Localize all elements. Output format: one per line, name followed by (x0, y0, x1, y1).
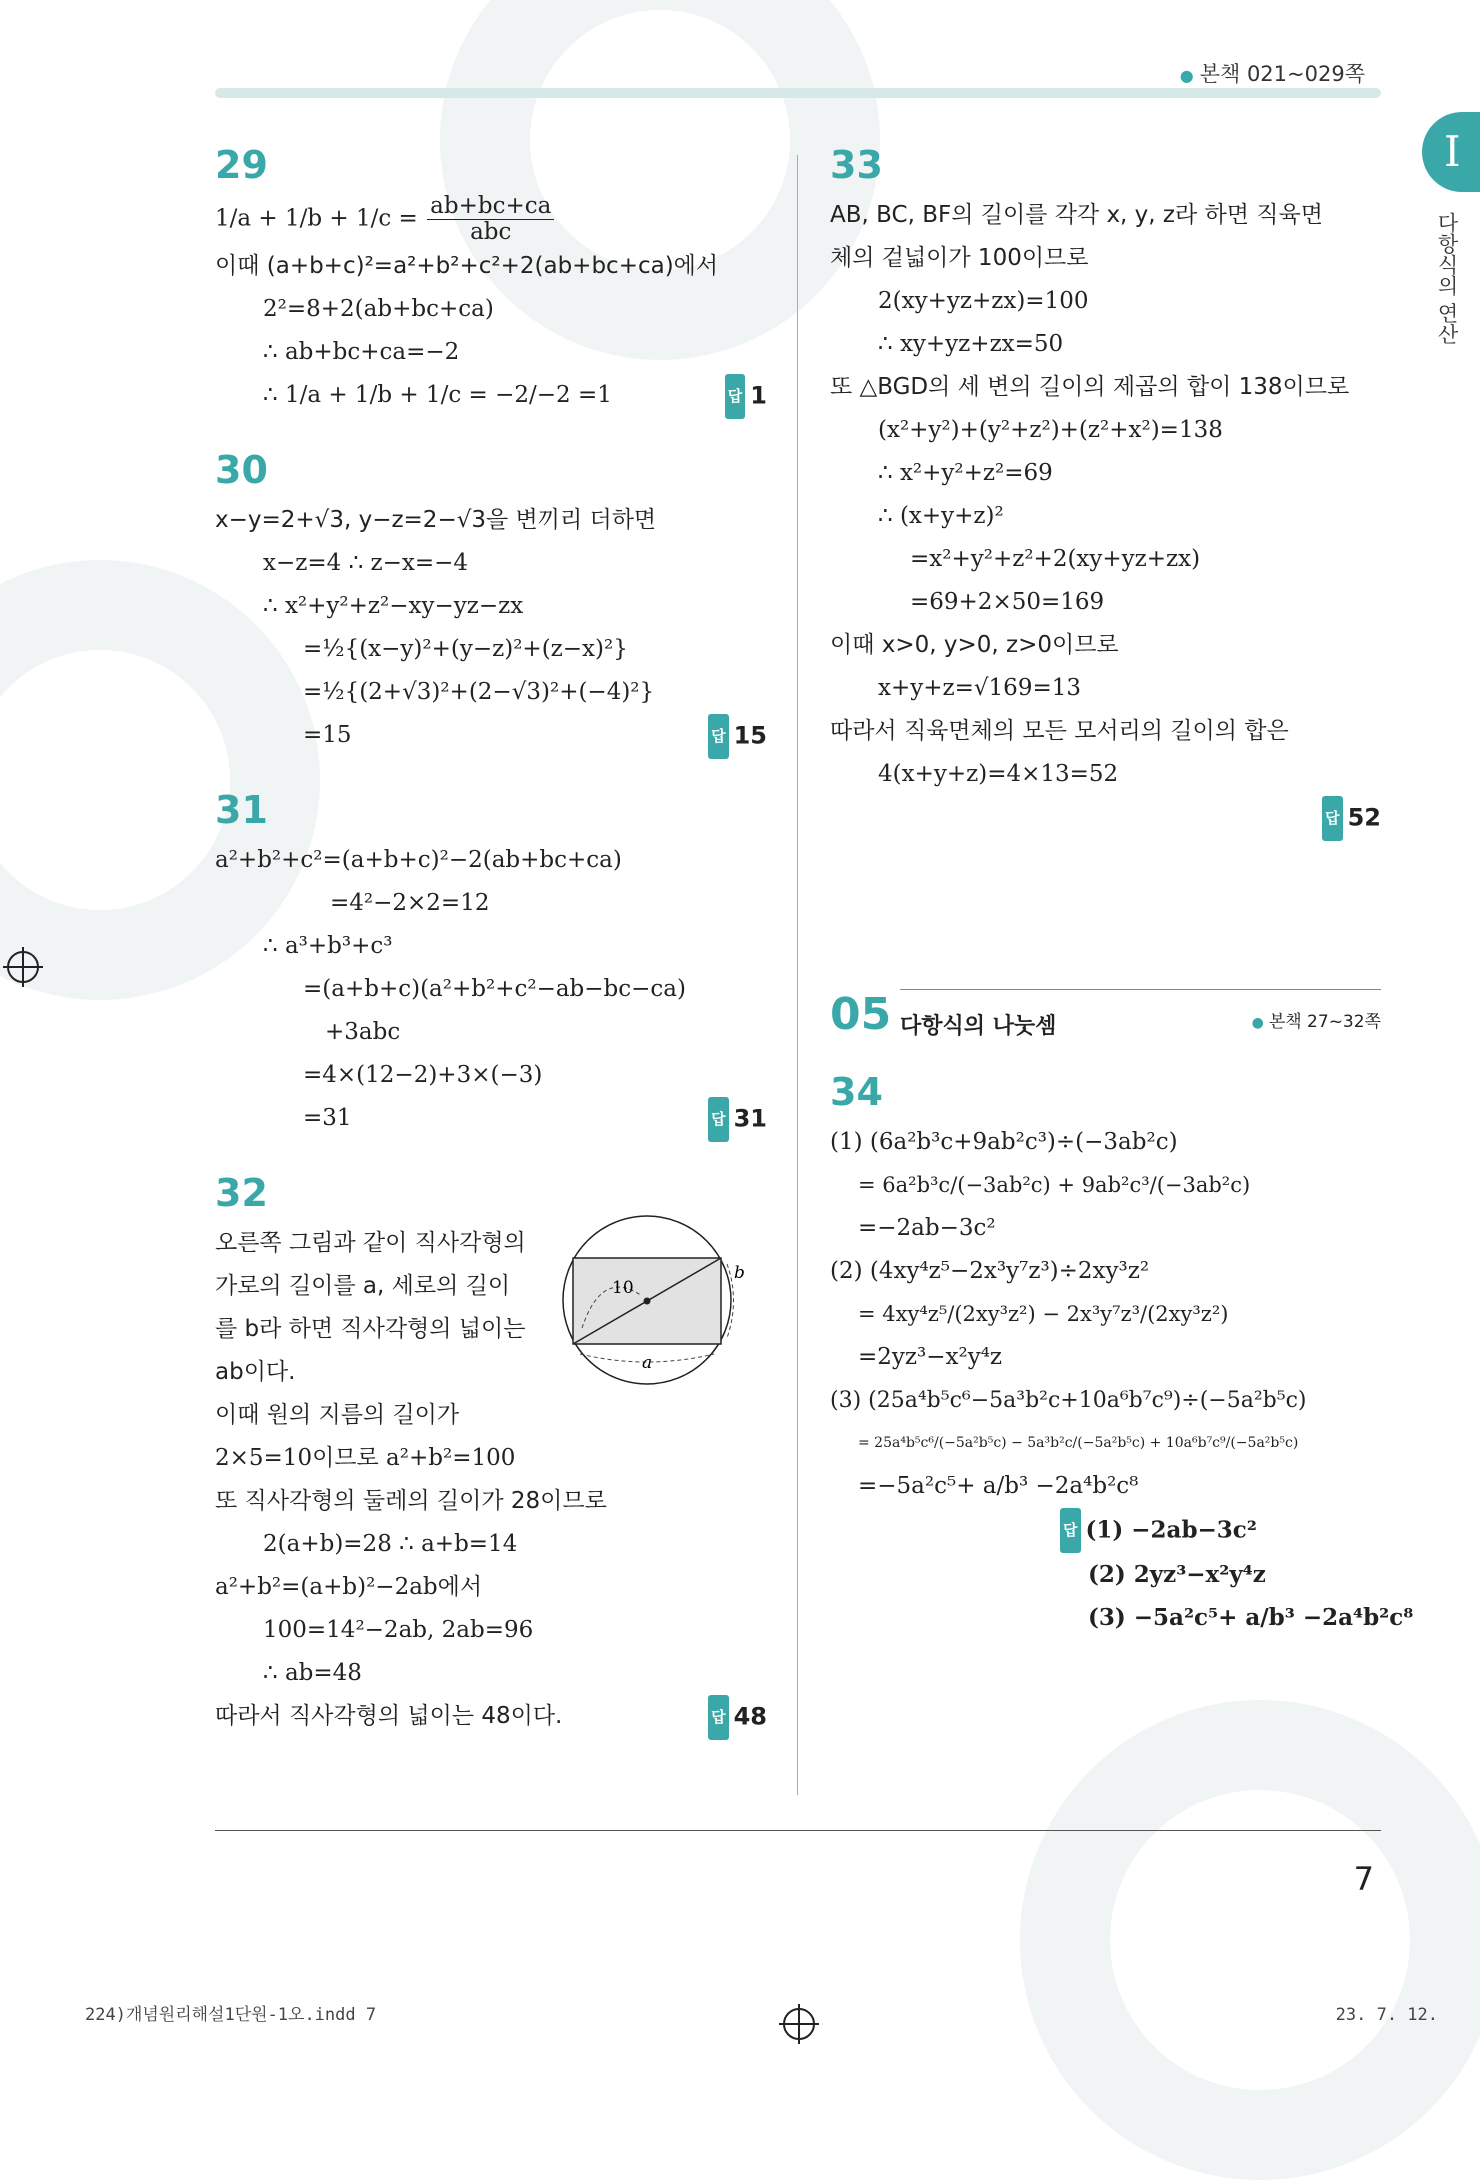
answer-badge: 답 48 (708, 1695, 767, 1740)
section-reference: ● 본책 27~32쪽 (1251, 1012, 1381, 1032)
right-column (830, 143, 1414, 1673)
problem-29 (215, 143, 767, 417)
file-slug: 224)개념원리해설1단원-1오.indd 7 (85, 2005, 377, 2025)
print-date: 23. 7. 12. (1335, 2005, 1438, 2025)
line: =15 답 15 (215, 714, 767, 757)
registration-mark-icon (783, 2008, 815, 2040)
answer-badge: 답 15 (708, 714, 767, 759)
width-label: a (642, 1353, 653, 1373)
problem-number: 31 (215, 788, 268, 832)
line: 오른쪽 그림과 같이 직사각형의 (215, 1230, 526, 1256)
problem-number: 29 (215, 143, 268, 187)
line: a²+b²+c²=(a+b+c)²−2(ab+bc+ca) (215, 847, 622, 873)
line: 따라서 직사각형의 넓이는 48이다. 답 48 (215, 1695, 767, 1738)
circle-rectangle-figure (562, 1208, 747, 1393)
line: ∴ a³+b³+c³ (263, 933, 393, 959)
line: =−5a²c⁵+ a/b³ −2a⁴b²c⁸ (858, 1473, 1139, 1499)
line: 또 직사각형의 둘레의 길이가 28이므로 (215, 1488, 607, 1514)
line: =½{(x−y)²+(y−z)²+(z−x)²} (303, 636, 628, 662)
section-number: 05 (830, 989, 892, 1040)
problem-33 (830, 143, 1381, 839)
line: ∴ (x+y+z)² (878, 503, 1004, 529)
line: ∴ x²+y²+z²=69 (878, 460, 1053, 486)
line: 이때 원의 지름의 길이가 (215, 1402, 460, 1428)
diameter-label: 10 (612, 1278, 634, 1298)
line: 체의 겉넓이가 100이므로 (830, 245, 1089, 271)
problem-30 (215, 448, 767, 757)
line: (x²+y²)+(y²+z²)+(z²+x²)=138 (878, 417, 1223, 443)
column-divider (797, 155, 798, 1795)
section-header (830, 989, 1381, 1049)
line: =4×(12−2)+3×(−3) (303, 1062, 543, 1088)
line: x−z=4 ∴ z−x=−4 (263, 550, 469, 576)
line: 2²=8+2(ab+bc+ca) (263, 296, 494, 322)
problem-number: 32 (215, 1171, 268, 1215)
line: 2(xy+yz+zx)=100 (878, 288, 1089, 314)
line: 이때 x>0, y>0, z>0이므로 (830, 632, 1119, 658)
line: (2) (4xy⁴z⁵−2x³y⁷z³)÷2xy³z² (830, 1258, 1150, 1284)
left-column (215, 143, 767, 1772)
line: (3) (25a⁴b⁵c⁶−5a³b²c+10a⁶b⁷c⁹)÷(−5a²b⁵c) (830, 1388, 1307, 1413)
line: ∴ xy+yz+zx=50 (878, 331, 1064, 357)
line: (1) (6a²b³c+9ab²c³)÷(−3ab²c) (830, 1129, 1178, 1155)
chapter-tab: I (1422, 112, 1480, 192)
problem-32 (215, 1171, 767, 1738)
line: 2(a+b)=28 ∴ a+b=14 (263, 1531, 518, 1557)
line: =½{(2+√3)²+(2−√3)²+(−4)²} (303, 679, 655, 705)
answer-badge: 답 1 (725, 374, 767, 419)
problem-34 (830, 1070, 1414, 1639)
line: +3abc (325, 1019, 401, 1045)
answer-block: 답 (1) −2ab−3c² (830, 1508, 1381, 1553)
line: 100=14²−2ab, 2ab=96 (263, 1617, 534, 1643)
line: ∴ ab+bc+ca=−2 (263, 339, 460, 365)
problem-number: 34 (830, 1070, 883, 1114)
line: =4²−2×2=12 (330, 890, 490, 916)
line: 1/a + 1/b + 1/c = $\frac{ab+bc+ca}{\text{abc}}$ (215, 194, 767, 245)
section-title: 다항식의 나눗셈 (900, 1014, 1057, 1039)
problem-number: 30 (215, 448, 268, 492)
line: x+y+z=√169=13 (878, 675, 1081, 701)
line: =−2ab−3c² (858, 1215, 996, 1241)
registration-mark-icon (7, 951, 39, 983)
line: 를 b라 하면 직사각형의 넓이는 (215, 1316, 526, 1342)
line: =69+2×50=169 (910, 589, 1105, 615)
line: 이때 (a+b+c)²=a²+b²+c²+2(ab+bc+ca)에서 (215, 253, 719, 279)
line: 4(x+y+z)=4×13=52 (878, 761, 1119, 787)
line: ∴ 1/a + 1/b + 1/c = −2/−2 =1 답 1 (215, 374, 767, 417)
line: 따라서 직육면체의 모든 모서리의 길이의 합은 (830, 718, 1289, 744)
section-rule (900, 989, 1381, 990)
answer-line: (2) 2yz³−x²y⁴z (1088, 1561, 1266, 1588)
line: = 4xy⁴z⁵/(2xy³z²) − 2x³y⁷z³/(2xy³z²) (858, 1302, 1229, 1326)
answer-line: (3) −5a²c⁵+ a/b³ −2a⁴b²c⁸ (1088, 1604, 1414, 1631)
line: ∴ x²+y²+z²−xy−yz−zx (263, 593, 524, 619)
line: a²+b²=(a+b)²−2ab에서 (215, 1574, 483, 1600)
page-number: 7 (1353, 1860, 1374, 1898)
problem-number: 33 (830, 143, 883, 187)
line (830, 796, 1381, 839)
line: =x²+y²+z²+2(xy+yz+zx) (910, 546, 1201, 572)
line: AB, BC, BF의 길이를 각각 x, y, z라 하면 직육면 (830, 202, 1323, 228)
problem-31 (215, 788, 767, 1140)
line: 가로의 길이를 a, 세로의 길이 (215, 1273, 511, 1299)
line: =2yz³−x²y⁴z (858, 1344, 1003, 1370)
page-reference: ● 본책 021~029쪽 (1179, 62, 1365, 86)
line: 2×5=10이므로 a²+b²=100 (215, 1445, 516, 1471)
chapter-label: 다항식의 연산 (1435, 212, 1459, 345)
line: ab이다. (215, 1359, 296, 1385)
line: =(a+b+c)(a²+b²+c²−ab−bc−ca) (303, 976, 686, 1002)
answer-badge: 답 52 (1322, 796, 1381, 841)
footer-rule (215, 1830, 1381, 1831)
line: = 6a²b³c/(−3ab²c) + 9ab²c³/(−3ab²c) (858, 1173, 1251, 1197)
answer-badge: 답 31 (708, 1097, 767, 1142)
line: 또 △BGD의 세 변의 길이의 제곱의 합이 138이므로 (830, 374, 1350, 400)
header-bar (215, 88, 1381, 98)
line: =31 답 31 (215, 1097, 767, 1140)
height-label: b (734, 1263, 745, 1283)
line: x−y=2+√3, y−z=2−√3을 변끼리 더하면 (215, 507, 657, 533)
line: = 25a⁴b⁵c⁶/(−5a²b⁵c) − 5a³b²c/(−5a²b⁵c) + 10a⁶b⁷c⁹/(−5a²b⁵c) (858, 1435, 1299, 1451)
line: ∴ ab=48 (263, 1660, 362, 1686)
